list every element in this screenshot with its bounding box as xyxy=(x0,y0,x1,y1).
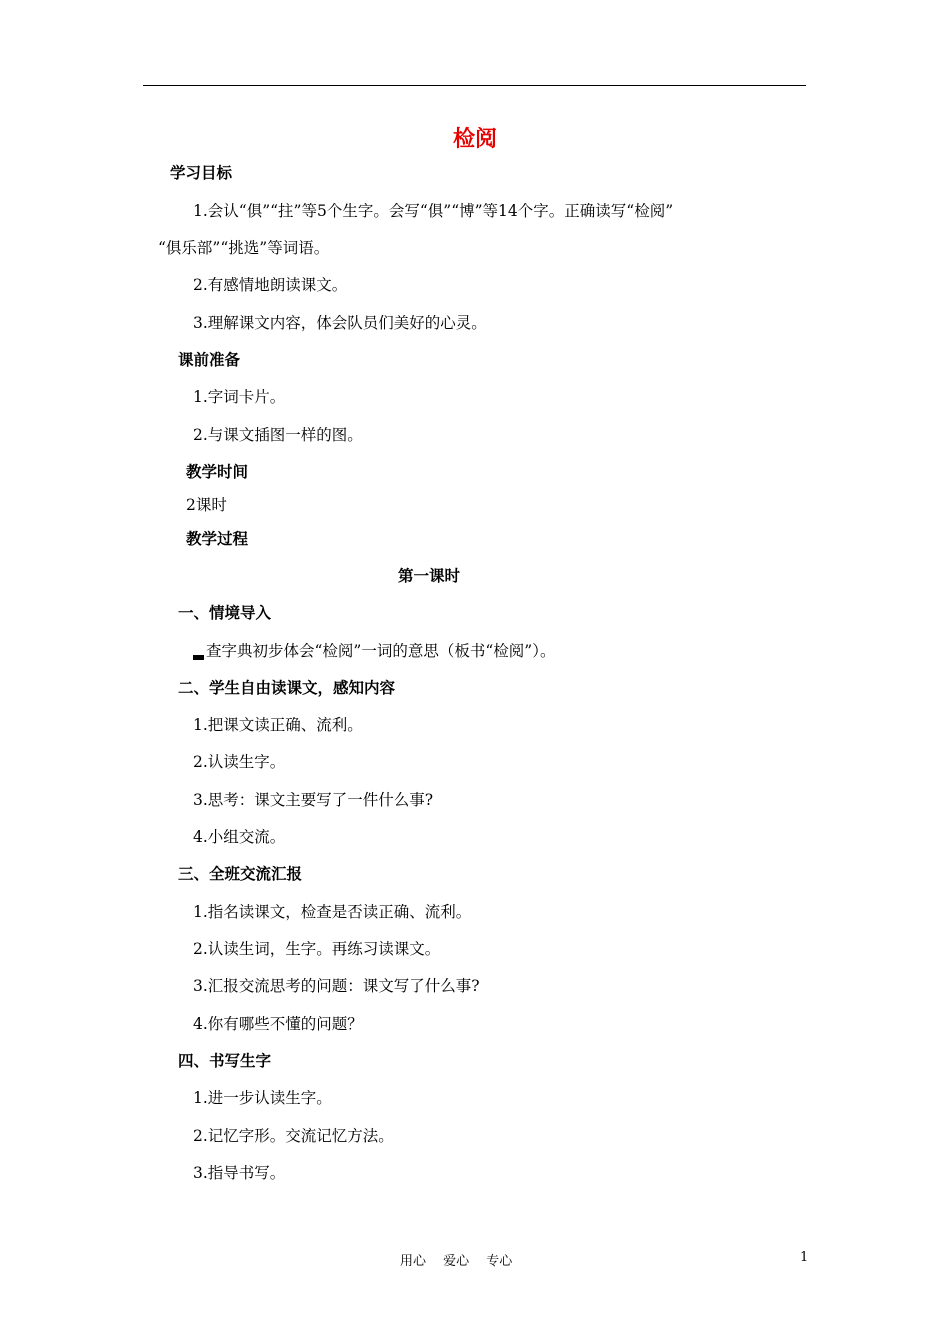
goal-1-line-2: “俱乐部”“挑选”等词语。 xyxy=(158,239,330,257)
section-4-item-2: 2.记忆字形。交流记忆方法。 xyxy=(193,1127,394,1145)
page-title: 检阅 xyxy=(452,127,497,152)
section-2-item-1: 1.把课文读正确、流利。 xyxy=(193,716,363,734)
prep-heading: 课前准备 xyxy=(178,351,241,369)
section-2-heading: 二、学生自由读课文，感知内容 xyxy=(178,679,396,697)
section-1-text: 查字典初步体会“检阅”一词的意思（板书“检阅”）。 xyxy=(206,642,556,660)
prep-1: 1.字词卡片。 xyxy=(193,388,286,406)
section-4-item-1: 1.进一步认读生字。 xyxy=(193,1089,332,1107)
section-3-item-1: 1.指名读课文，检查是否读正确、流利。 xyxy=(193,903,472,921)
footer-motto: 用心 爱心 专心 xyxy=(400,1254,513,1269)
goal-1-line-1: 1.会认“俱”“拄”等5个生字。会写“俱”“博”等14个字。正确读写“检阅” xyxy=(193,202,674,220)
section-4-item-3: 3.指导书写。 xyxy=(193,1164,286,1182)
section-3-item-2: 2.认读生词，生字。再练习读课文。 xyxy=(193,940,441,958)
goal-2: 2.有感情地朗读课文。 xyxy=(193,276,348,294)
time-value: 2课时 xyxy=(186,496,227,514)
section-2-item-2: 2.认读生字。 xyxy=(193,753,286,771)
section-4-heading: 四、书写生字 xyxy=(178,1052,272,1070)
goals-heading: 学习目标 xyxy=(170,164,233,182)
page-number: 1 xyxy=(800,1250,809,1265)
lesson-1-heading: 第一课时 xyxy=(397,567,460,585)
section-2-item-4: 4.小组交流。 xyxy=(193,828,286,846)
time-heading: 教学时间 xyxy=(186,463,249,481)
section-1-text-line xyxy=(193,641,555,661)
section-3-item-3: 3.汇报交流思考的问题：课文写了什么事? xyxy=(193,977,480,995)
text-cursor-mark xyxy=(193,655,204,660)
section-3-heading: 三、全班交流汇报 xyxy=(178,865,303,883)
prep-2: 2.与课文插图一样的图。 xyxy=(193,426,363,444)
section-3-item-4: 4.你有哪些不懂的问题？ xyxy=(193,1015,363,1033)
section-2-item-3: 3.思考：课文主要写了一件什么事? xyxy=(193,791,434,809)
process-heading: 教学过程 xyxy=(186,530,249,548)
header-rule xyxy=(143,85,806,86)
section-1-heading: 一、情境导入 xyxy=(178,604,272,622)
goal-3: 3.理解课文内容，体会队员们美好的心灵。 xyxy=(193,314,487,332)
